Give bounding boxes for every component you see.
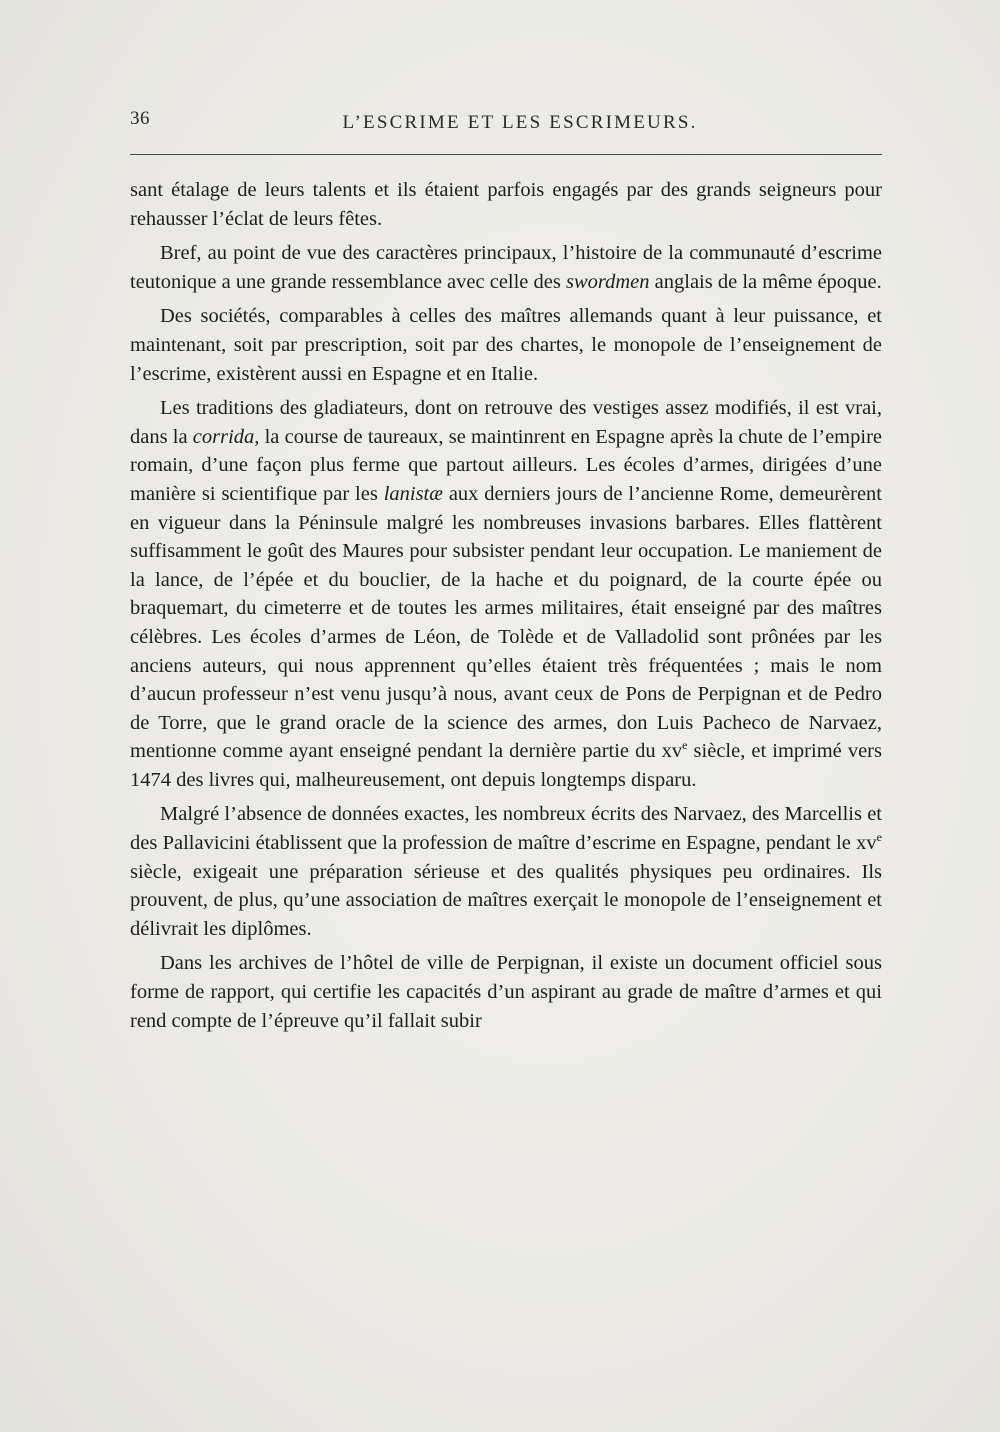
text-run: anglais de la même époque. [649,270,882,293]
text-run: Malgré l’absence de données exactes, les nombreux écrits des Narvaez, des Marcellis et des Pallavicini établissent que la profession de maître d’escrime en Espagne, pendant le xv [130,803,882,855]
text-run: Les traditions des gladiateurs, dont on retrouve des vestiges assez modifiés, il est vrai, dans la [130,397,882,448]
italic-term: lanistæ [383,482,443,505]
text-run: Bref, au point de vue des caractères principaux, l’histoire de la communauté d’escrime teutonique a une grande ressemblance avec celle des [130,242,882,293]
paragraph [130,800,882,943]
paragraph [130,176,882,233]
paragraph [130,949,882,1035]
body-text [130,176,882,1041]
paragraph [130,394,882,794]
page-number: 36 [130,108,150,129]
text-run: siècle, et imprimé vers 1474 des livres qui, malheureusement, ont depuis longtemps disparu. [130,740,882,791]
superscript: e [876,830,882,845]
italic-term: swordmen [566,270,650,293]
text-run: sant étalage de leurs talents et ils étaient parfois engagés par des grands seigneurs pour rehausser l’éclat de leurs fêtes. [130,179,882,230]
superscript: e [682,738,688,753]
italic-term: corrida, [192,425,260,448]
text-run: la course de taureaux, se maintinrent en Espagne après la chute de l’empire romain, d’une façon plus ferme que partout ailleurs. Les écoles d’armes, dirigées d’une manière si scientifique par les [130,425,882,505]
text-run: Des sociétés, comparables à celles des maîtres allemands quant à leur puissance, et maintenant, soit par prescription, soit par des chartes, le monopole de l’enseignement de l’escrime, existèrent aussi en Espagne et en Italie. [130,305,882,385]
text-run: Dans les archives de l’hôtel de ville de Perpignan, il existe un document officiel sous forme de rapport, qui certifie les capacités d’un aspirant au grade de maître d’armes et qui rend compte de l’épreuve qu’il fallait subir [130,952,882,1032]
paragraph [130,302,882,388]
header-rule [130,154,882,155]
running-title: L’ESCRIME ET LES ESCRIMEURS. [342,112,698,133]
text-run: siècle, exigeait une préparation sérieuse et des qualités physiques peu ordinaires. Ils prouvent, de plus, qu’une association de maîtres exerçait le monopole de l’enseignement et délivrait les diplômes. [130,860,882,940]
text-run: aux derniers jours de l’ancienne Rome, demeurèrent en vigueur dans la Péninsule malgré les nombreuses invasions barbares. Elles flattèrent suffisamment le goût des Maures pour subsister pendant leur occupation. Le maniement de la lance, de l’épée et du bouclier, de la hache et du poignard, de la courte épée ou braquemart, du cimeterre et de toutes les armes militaires, était enseigné par des maîtres célèbres. Les écoles d’armes de Léon, de Tolède et de Valladolid sont prônées par les anciens auteurs, qui nous apprennent qu’elles étaient très fréquentées ; mais le nom d’aucun professeur n’est venu jusqu’à nous, avant ceux de Pons de Perpignan et de Pedro de Torre, que le grand oracle de la science des armes, don Luis Pacheco de Narvaez, mentionne comme ayant enseigné pendant la dernière partie du xv [130,482,882,763]
paragraph [130,239,882,296]
